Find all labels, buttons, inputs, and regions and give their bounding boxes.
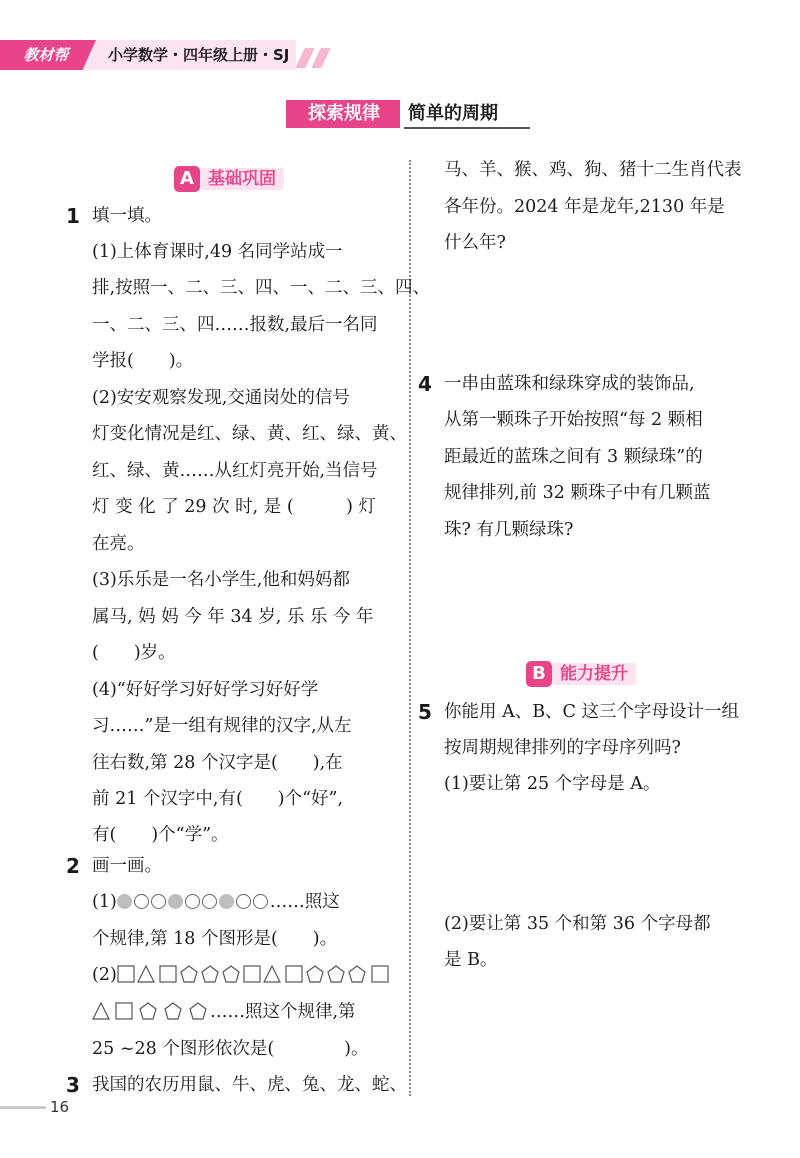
pentagon-icon (181, 966, 197, 982)
q3-line: 各年份。2024 年是龙年,2130 年是 (444, 197, 725, 217)
circle-icon (236, 894, 251, 909)
q3-line: 马、羊、猴、鸡、狗、猪十二生肖代表 (444, 160, 742, 180)
q3-line: 什么年? (444, 233, 506, 253)
circle-icon (185, 894, 200, 909)
circle-icon (134, 894, 149, 909)
q5-line: 是 B。 (444, 950, 498, 970)
square-icon (116, 1003, 132, 1019)
title-tag-text: 探索规律 (308, 103, 380, 124)
q4-line: 从第一颗珠子开始按照“每 2 颗相 (444, 410, 703, 430)
pentagon-icon (165, 1003, 181, 1019)
square-icon (160, 966, 176, 982)
q5-line: 你能用 A、B、C 这三个字母设计一组 (444, 702, 740, 722)
q1-line: 灯 变 化 了 29 次 时, 是 ( ) 灯 (92, 497, 377, 517)
pentagon-icon (307, 966, 323, 982)
q1-line: 习……”是一组有规律的汉字,从左 (92, 716, 352, 736)
footer-bar (0, 1106, 46, 1109)
q1-line: 在亮。 (92, 534, 145, 554)
shape-sequence-icon (92, 1002, 210, 1020)
q1-line: ( )岁。 (92, 643, 176, 663)
q4-line: 一串由蓝珠和绿珠穿成的装饰品, (444, 374, 695, 394)
q2-line: 画一画。 (92, 856, 162, 876)
q1-line: 属马, 妈 妈 今 年 34 岁, 乐 乐 今 年 (92, 607, 374, 627)
header-tag-text: 教材帮 (23, 46, 69, 64)
pentagon-icon (140, 1003, 156, 1019)
q2-continuation: ……照这个规律,第 (210, 1002, 356, 1022)
question-number: 1 (66, 204, 80, 228)
section-a-label: 基础巩固 (200, 168, 284, 190)
pentagon-icon (328, 966, 344, 982)
filled-circle-icon (219, 894, 234, 909)
section-b-badge: B (526, 661, 552, 687)
q4-line: 规律排列,前 32 颗珠子中有几颗蓝 (444, 483, 711, 503)
section-a-badge: A (174, 166, 200, 192)
shape-sequence-icon (117, 965, 391, 983)
header-stripe (311, 48, 330, 68)
pentagon-icon (223, 966, 239, 982)
q2-line: 个规律,第 18 个图形是( )。 (92, 929, 338, 949)
page-title: 简单的周期 (408, 103, 498, 124)
q2-sub-label: (2) (92, 965, 117, 985)
q4-line: 珠? 有几颗绿珠? (444, 520, 574, 540)
q5-line: (2)要让第 35 个和第 36 个字母都 (444, 914, 711, 934)
q5-line: (1)要让第 25 个字母是 A。 (444, 774, 661, 794)
pentagon-icon (202, 966, 218, 982)
q1-line: (4)“好好学习好好学习好好学 (92, 680, 319, 700)
q1-line: 前 21 个汉字中,有( )个“好”, (92, 789, 344, 809)
q1-line: (3)乐乐是一名小学生,他和妈妈都 (92, 570, 350, 590)
square-icon (286, 966, 302, 982)
square-icon (244, 966, 260, 982)
page-number: 16 (50, 1098, 70, 1116)
question-number: 3 (66, 1073, 80, 1097)
q2-pattern-row (92, 890, 340, 914)
q1-line: 排,按照一、二、三、四、一、二、三、四、 (92, 278, 431, 298)
triangle-icon (138, 966, 154, 982)
q2-continuation: ……照这 (269, 892, 340, 912)
question-number: 2 (66, 854, 80, 878)
circle-sequence (117, 892, 270, 912)
q2-sub-label: (1) (92, 892, 117, 912)
circle-icon (202, 894, 217, 909)
q1-line: 一、二、三、四……报数,最后一名同 (92, 315, 378, 335)
q2-line: 25 ~28 个图形依次是( )。 (92, 1039, 369, 1059)
q1-line: 灯变化情况是红、绿、黄、红、绿、黄、 (92, 424, 407, 444)
filled-circle-icon (168, 894, 183, 909)
q1-line: 红、绿、黄……从红灯亮开始,当信号 (92, 461, 378, 481)
q1-line: 有( )个“学”。 (92, 825, 229, 845)
pentagon-icon (190, 1003, 206, 1019)
q1-line: (2)安安观察发现,交通岗处的信号 (92, 388, 350, 408)
q2-pattern-row (92, 963, 391, 987)
question-number: 5 (418, 700, 432, 724)
circle-icon (253, 894, 268, 909)
square-icon (118, 966, 134, 982)
title-underline (404, 127, 530, 129)
q2-pattern-row (92, 1000, 356, 1024)
triangle-icon (264, 966, 280, 982)
question-number: 4 (418, 372, 432, 396)
book-title: 小学数学・四年级上册・SJ (108, 46, 290, 64)
pentagon-icon (349, 966, 365, 982)
q1-line: 学报( )。 (92, 351, 194, 371)
square-icon (372, 966, 388, 982)
q1-line: (1)上体育课时,49 名同学站成一 (92, 242, 343, 262)
triangle-icon (93, 1003, 109, 1019)
q5-line: 按周期规律排列的字母序列吗? (444, 738, 681, 758)
q1-line: 往右数,第 28 个汉字是( ),在 (92, 753, 343, 773)
column-divider (409, 160, 411, 1096)
q3-line: 我国的农历用鼠、牛、虎、兔、龙、蛇、 (92, 1075, 407, 1095)
q1-line: 填一填。 (92, 206, 162, 226)
section-b-label: 能力提升 (552, 663, 636, 685)
circle-icon (151, 894, 166, 909)
q4-line: 距最近的蓝珠之间有 3 颗绿珠”的 (444, 447, 703, 467)
filled-circle-icon (117, 894, 132, 909)
